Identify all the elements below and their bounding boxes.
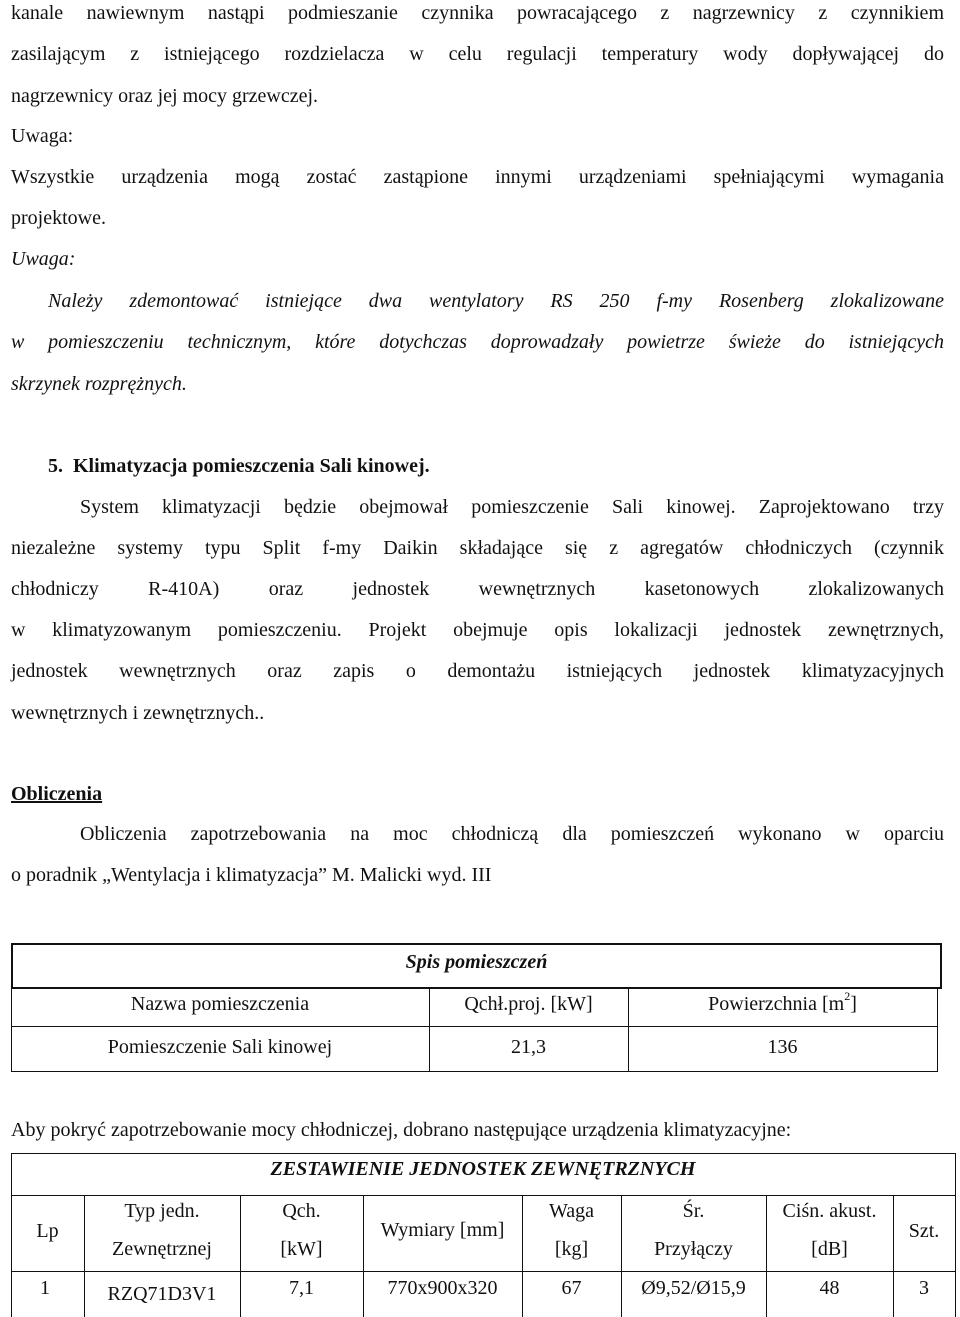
units-header-noise: Ciśn. akust. — [782, 1200, 877, 1222]
units-cell-conn: Ø9,52/Ø15,9 — [641, 1277, 746, 1299]
table-rule — [11, 1153, 955, 1154]
units-intro: Aby pokryć zapotrzebowanie mocy chłodniczej, dobrano następujące urządzenia klimatyzacyjne: — [11, 1119, 792, 1141]
table-rule — [11, 1071, 938, 1072]
rooms-cell-area: 136 — [767, 1036, 798, 1058]
note-line: skrzynek rozprężnych. — [11, 373, 187, 395]
table-rule — [11, 1026, 938, 1027]
units-header-qty: Szt. — [908, 1220, 940, 1242]
units-cell-noise: 48 — [819, 1277, 840, 1299]
section-line: chłodniczy R-410A) oraz jednostek wewnętrznych kasetonowych zlokalizowanych — [11, 578, 944, 600]
rooms-table-title: Spis pomieszczeń — [405, 951, 548, 973]
rooms-header-name: Nazwa pomieszczenia — [130, 993, 310, 1015]
units-header-lp: Lp — [36, 1220, 59, 1242]
rooms-cell-name: Pomieszczenie Sali kinowej — [107, 1036, 333, 1058]
note-label: Uwaga: — [11, 248, 76, 270]
section-line: wewnętrznych i zewnętrznych.. — [11, 702, 265, 724]
units-header-q: [kW] — [280, 1238, 323, 1260]
section-heading: 5. Klimatyzacja pomieszczenia Sali kinowej. — [48, 455, 430, 477]
paragraph-line: nagrzewnicy oraz jej mocy grzewczej. — [11, 85, 319, 107]
table-rule — [11, 1195, 955, 1196]
calc-line: o poradnik „Wentylacja i klimatyzacja” M. Malicki wyd. III — [11, 864, 492, 886]
section-line: niezależne systemy typu Split f-my Daikin składające się z agregatów chłodniczych (czynnik — [11, 537, 944, 559]
note-label: Uwaga: — [11, 125, 74, 147]
calc-line: Obliczenia zapotrzebowania na moc chłodniczą dla pomieszczeń wykonano w oparciu — [80, 823, 944, 845]
section-line: System klimatyzacji będzie obejmował pomieszczenie Sali kinowej. Zaprojektowano trzy — [80, 496, 944, 518]
rooms-header-area: Powierzchnia $[m^2]$ — [708, 989, 857, 1015]
rooms-header-q: Qchł.proj. [kW] — [464, 993, 593, 1015]
units-table-title: ZESTAWIENIE JEDNOSTEK ZEWNĘTRZNYCH — [270, 1158, 696, 1180]
units-header-weight: Waga — [548, 1200, 595, 1222]
units-cell-lp: 1 — [40, 1277, 50, 1299]
note-line: Należy zdemontować istniejące dwa wentylatory RS 250 f-my Rosenberg zlokalizowane — [48, 290, 944, 312]
units-header-q: Qch. — [282, 1200, 321, 1222]
units-header-type: Zewnętrznej — [112, 1238, 212, 1260]
units-cell-weight: 67 — [561, 1277, 582, 1299]
units-header-noise: [dB] — [811, 1238, 848, 1260]
units-header-conn: Przyłączy — [654, 1238, 733, 1260]
units-cell-dims: 770x900x320 — [387, 1277, 498, 1299]
units-cell-qty: 3 — [919, 1277, 929, 1299]
section-line: w klimatyzowanym pomieszczeniu. Projekt obejmuje opis lokalizacji jednostek zewnętrznych, — [11, 619, 944, 641]
units-header-weight: [kg] — [554, 1238, 589, 1260]
section-line: jednostek wewnętrznych oraz zapis o demontażu istniejących jednostek klimatyzacyjnych — [11, 660, 944, 682]
units-header-conn: Śr. — [682, 1200, 705, 1222]
paragraph-line: zasilającym z istniejącego rozdzielacza w celu regulacji temperatury wody dopływającej do — [11, 43, 944, 65]
note-line: projektowe. — [11, 207, 106, 229]
table-rule — [955, 1153, 956, 1317]
units-header-dims: Wymiary [mm] — [380, 1219, 505, 1241]
calc-heading: Obliczenia — [11, 783, 103, 805]
rooms-cell-q: 21,3 — [511, 1036, 546, 1058]
note-line: Wszystkie urządzenia mogą zostać zastąpione innymi urządzeniami spełniającymi wymagania — [11, 166, 944, 188]
paragraph-line: kanale nawiewnym nastąpi podmieszanie czynnika powracającego z nagrzewnicy z czynnikiem — [11, 2, 944, 24]
table-rule — [937, 989, 938, 1071]
note-line: w pomieszczeniu technicznym, które dotychczas doprowadzały powietrze świeże do istniejących — [11, 331, 944, 353]
units-header-type: Typ jedn. — [124, 1200, 200, 1222]
units-cell-q: 7,1 — [289, 1277, 314, 1299]
table-rule — [11, 1271, 955, 1272]
units-cell-type: RZQ71D3V1 — [107, 1283, 217, 1305]
